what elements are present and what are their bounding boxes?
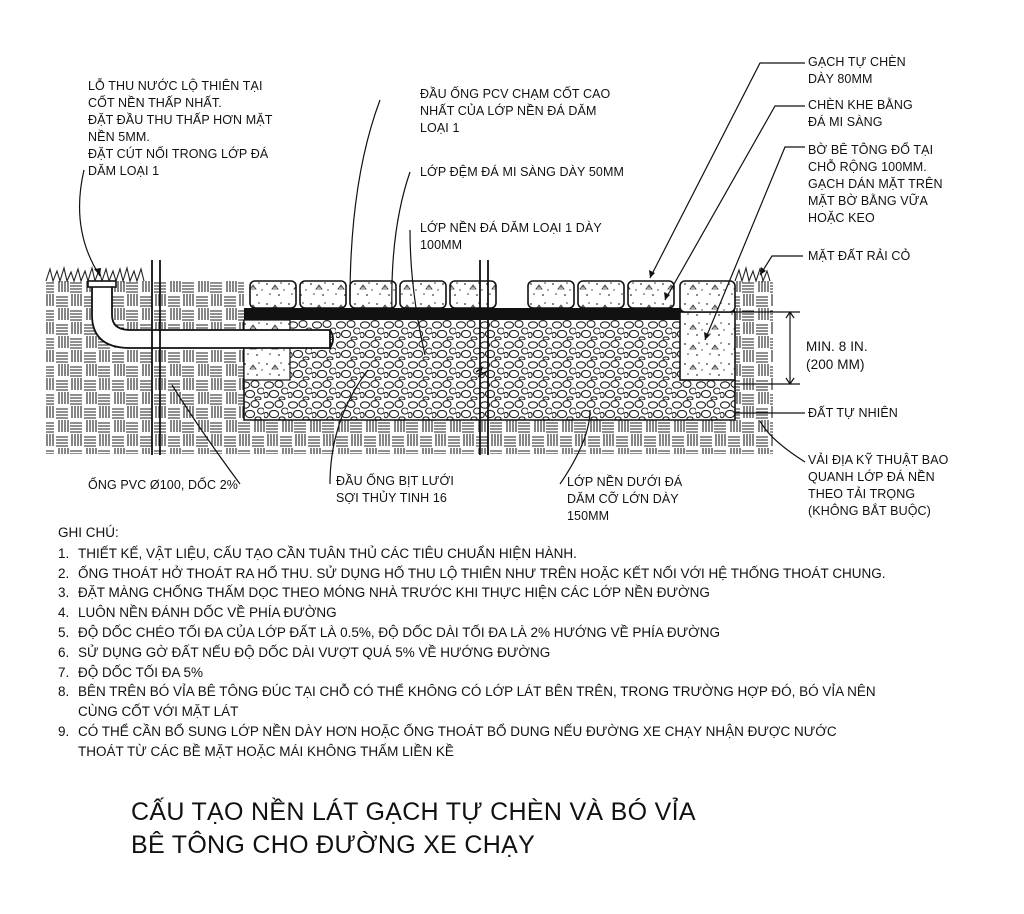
callout-line: GẠCH TỰ CHÈN: [808, 55, 906, 69]
callout-line: GẠCH DÁN MẶT TRÊN: [808, 177, 943, 191]
callout-line: ĐẶT CÚT NỐI TRONG LỚP ĐÁ: [88, 147, 269, 161]
note-number: 6.: [58, 644, 70, 660]
bedding-layer: [244, 308, 735, 320]
note-number: 5.: [58, 624, 70, 640]
soil-right: [735, 281, 773, 454]
note-text: ỐNG THOÁT HỞ THOÁT RA HỐ THU. SỬ DỤNG HỐ THU LỘ THIÊN NHƯ TRÊN HOẶC KẾT NỐI VỚI HỆ THỐNG THOÁT CHUNG.: [78, 565, 886, 581]
callout-pipe-end-mesh: [336, 473, 454, 507]
callout-line: ĐÁ MI SÀNG: [808, 115, 883, 129]
note-continuation: THOÁT TỪ CÁC BỀ MẶT HOẶC MÁI KHÔNG THẤM LIỀN KỀ: [78, 743, 454, 759]
soil-under-base: [244, 420, 735, 454]
note-item: [58, 564, 1018, 584]
note-number: 3.: [58, 585, 70, 601]
callout-line: ĐẤT TỰ NHIÊN: [808, 406, 898, 420]
callout-line: LỚP NỀN ĐÁ DĂM LOẠI 1 DÀY: [420, 221, 602, 235]
dimension-line-text: (200 MM): [806, 357, 865, 372]
note-text: LUÔN NỀN ĐÁNH DỐC VỀ PHÍA ĐƯỜNG: [78, 605, 337, 621]
callout-pvc-pipe: [88, 477, 238, 494]
note-text: ĐẶT MÀNG CHỐNG THẤM DỌC THEO MÓNG NHÀ TRƯỚC KHI THỰC HIỆN CÁC LỚP NỀN ĐƯỜNG: [78, 585, 710, 601]
callout-concrete-curb: [808, 142, 943, 227]
callout-base-layer: [420, 220, 602, 254]
callout-line: DĂM LOẠI 1: [88, 164, 160, 178]
callout-joint-fill: [808, 97, 913, 131]
left-edge-block: [244, 320, 290, 380]
callout-line: CHÈN KHE BẰNG: [808, 98, 913, 112]
note-number: 9.: [58, 723, 70, 739]
callout-line: THEO TẢI TRỌNG: [808, 487, 916, 501]
callout-line: NỀN 5MM.: [88, 130, 150, 144]
callout-line: SỢI THỦY TINH 16: [336, 491, 447, 505]
note-number: 4.: [58, 605, 70, 621]
outlet-grate: [88, 281, 116, 287]
callout-subbase-layer: [567, 474, 682, 525]
callout-line: ĐẶT ĐẦU THU THẤP HƠN MẶT: [88, 113, 273, 127]
notes-section: [58, 523, 1018, 762]
paver-row: [250, 281, 735, 312]
note-continuation: CÙNG CỐT VỚI MẶT LÁT: [78, 704, 239, 720]
callout-line: BỜ BÊ TÔNG ĐỔ TẠI: [808, 143, 934, 157]
callout-line: CHỖ RỘNG 100MM.: [808, 160, 927, 174]
callout-line: LOẠI 1: [420, 121, 460, 135]
callout-line: ỐNG PVC Ø100, DỐC 2%: [88, 478, 238, 492]
note-text: BÊN TRÊN BÓ VỈA BÊ TÔNG ĐÚC TẠI CHỖ CÓ THỂ KHÔNG CÓ LỚP LÁT BÊN TRÊN, TRONG TRƯỜNG HỢP ĐÓ, BÓ VỈA NÊN: [78, 684, 876, 700]
dimension-label: [806, 338, 868, 374]
soil-left: [46, 281, 244, 454]
callout-line: QUANH LỚP ĐÁ NỀN: [808, 470, 935, 484]
callout-line: (KHÔNG BẮT BUỘC): [808, 504, 931, 518]
callout-grass-surface: [808, 248, 910, 265]
callout-line: HOẶC KEO: [808, 211, 875, 225]
callout-line: ĐẦU ỐNG PCV CHẠM CỐT CAO: [420, 87, 611, 101]
note-text: SỬ DỤNG GỜ ĐẤT NẾU ĐỘ DỐC DÀI VƯỢT QUÁ 5% VỀ HƯỚNG ĐƯỜNG: [78, 644, 551, 660]
callout-line: DĂM CỠ LỚN DÀY: [567, 492, 679, 506]
note-number: 7.: [58, 664, 70, 680]
note-text: THIẾT KẾ, VẬT LIỆU, CẤU TẠO CẦN TUÂN THỦ CÁC TIÊU CHUẨN HIỆN HÀNH.: [78, 545, 577, 561]
callout-line: LỚP NỀN DƯỚI ĐÁ: [567, 475, 683, 489]
note-item: [58, 544, 1018, 564]
callout-line: 100MM: [420, 238, 463, 252]
callout-bedding-layer: [420, 164, 624, 181]
callout-line: MẶT ĐẤT RẢI CỎ: [808, 249, 911, 263]
callout-natural-soil: [808, 405, 898, 422]
callout-line: VẢI ĐỊA KỸ THUẬT BAO: [808, 453, 949, 467]
note-text: CÓ THỂ CẦN BỔ SUNG LỚP NỀN DÀY HƠN HOẶC ỐNG THOÁT BỔ DUNG NẾU ĐƯỜNG XE CHẠY NHẬN ĐƯỢC NƯỚC: [78, 723, 837, 739]
callout-line: CỐT NỀN THẤP NHẤT.: [88, 96, 222, 110]
dimension-line-text: MIN. 8 IN.: [806, 339, 868, 354]
drawing-title: [131, 796, 696, 862]
callout-line: LỖ THU NƯỚC LỘ THIÊN TẠI: [88, 79, 263, 93]
note-number: 2.: [58, 565, 70, 581]
callout-line: 150MM: [567, 509, 610, 523]
callout-pvc-end-top: [420, 86, 610, 137]
note-item: [58, 603, 1018, 623]
callout-line: ĐẦU ỐNG BỊT LƯỚI: [336, 474, 454, 488]
note-text: ĐỘ DỐC CHÉO TỐI ĐA CỦA LỚP ĐẤT LÀ 0.5%, ĐỘ DỐC DÀI TỐI ĐA LÀ 2% HƯỚNG VỀ PHÍA ĐƯỜNG: [78, 624, 720, 640]
callout-line: LỚP ĐỆM ĐÁ MI SÀNG DÀY 50MM: [420, 165, 624, 179]
gravel-base-lower: [680, 380, 735, 420]
note-number: 1.: [58, 545, 70, 561]
concrete-curb: [680, 312, 735, 380]
note-text: ĐỘ DỐC TỐI ĐA 5%: [78, 664, 204, 680]
grass-right: [735, 268, 770, 281]
note-item: [58, 643, 1018, 663]
callout-line: MẶT BỜ BẰNG VỮA: [808, 194, 928, 208]
notes-heading: GHI CHÚ:: [58, 525, 119, 540]
note-item: [58, 682, 1018, 702]
callout-geotextile: [808, 452, 948, 520]
title-line: BÊ TÔNG CHO ĐƯỜNG XE CHẠY: [131, 831, 536, 859]
note-item: [58, 583, 1018, 603]
note-item: [58, 722, 1018, 742]
note-number: 8.: [58, 684, 70, 700]
note-item: [58, 663, 1018, 683]
callout-outlet-drain: [88, 78, 272, 180]
callout-line: NHẤT CỦA LỚP NỀN ĐÁ DĂM: [420, 104, 597, 118]
callout-line: DÀY 80MM: [808, 72, 873, 86]
callout-paver: [808, 54, 906, 88]
note-item: [58, 623, 1018, 643]
title-line: CẤU TẠO NỀN LÁT GẠCH TỰ CHÈN VÀ BÓ VỈA: [131, 798, 696, 826]
